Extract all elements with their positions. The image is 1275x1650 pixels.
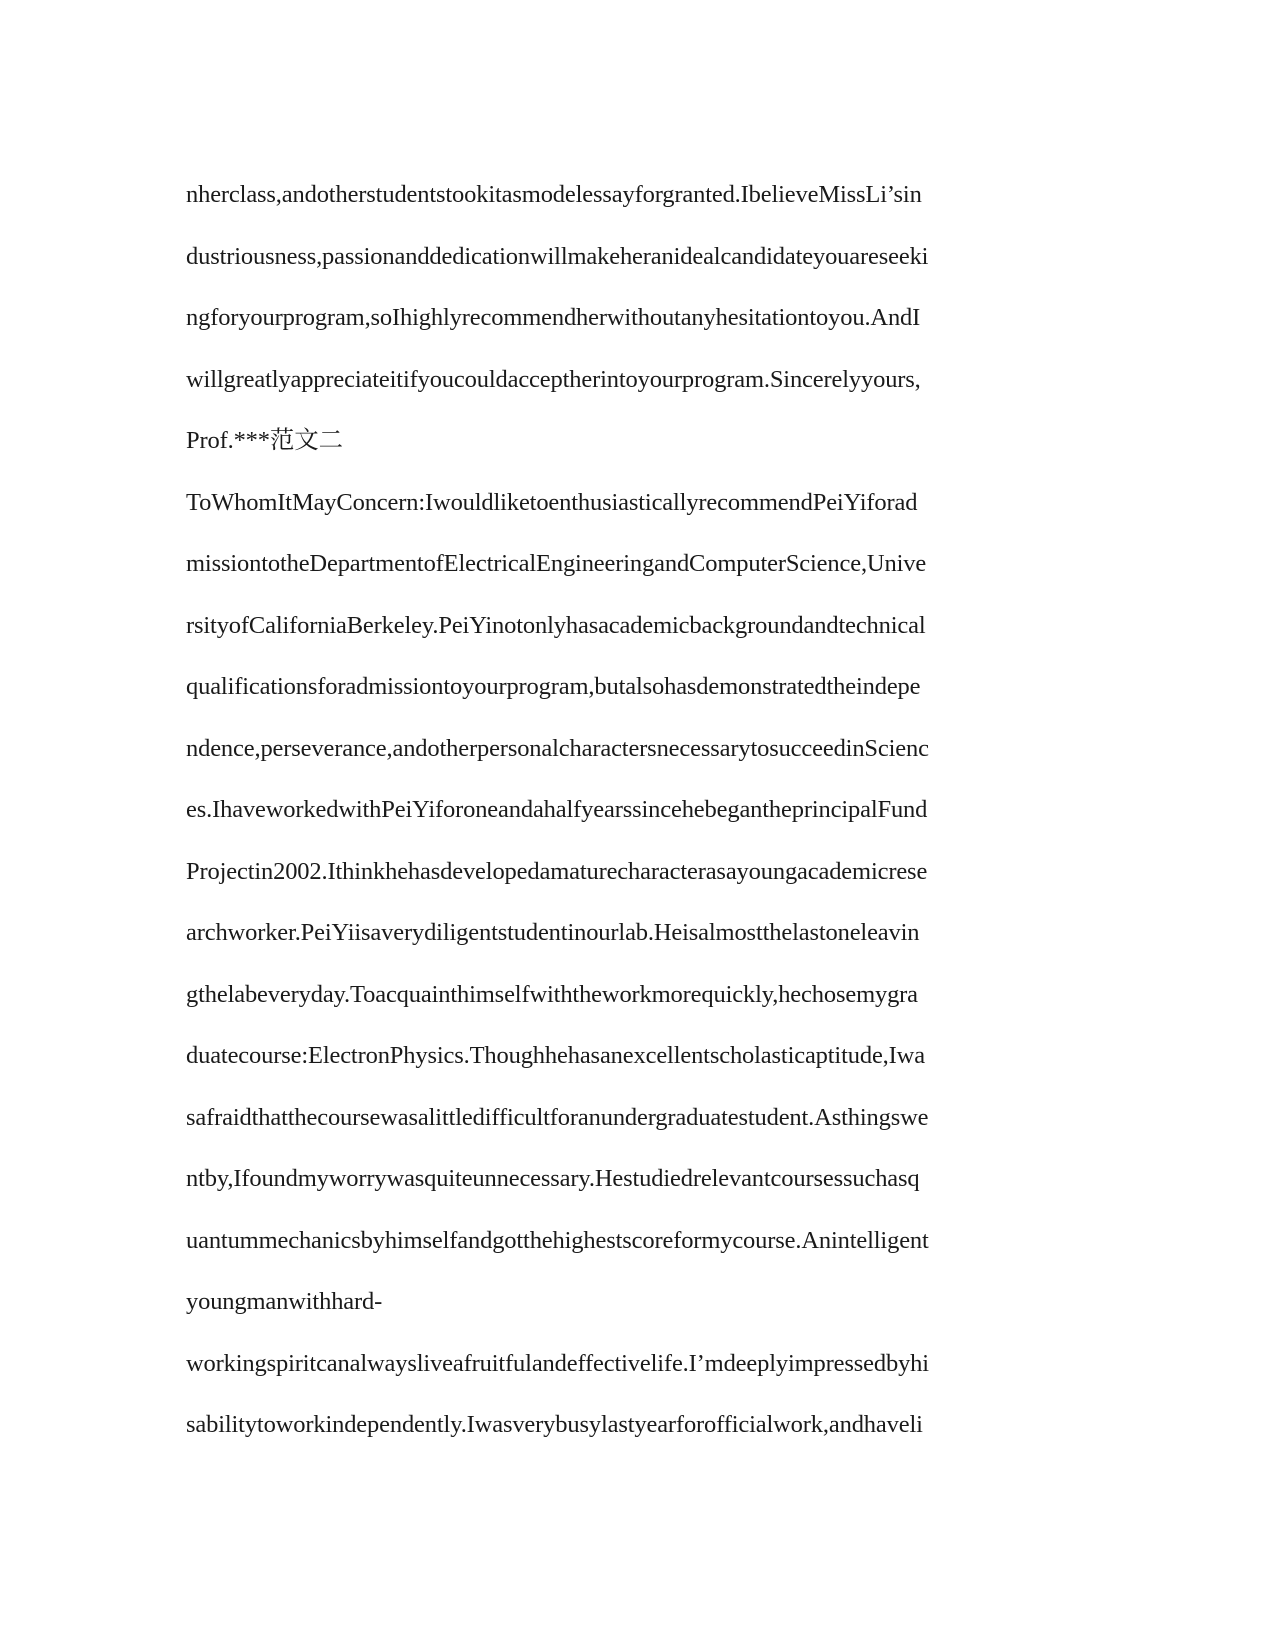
text-line: duatecourse:ElectronPhysics.Thoughhehasanexcellentscholasticaptitude,Iwa	[186, 1042, 925, 1069]
text-line: nherclass,andotherstudentstookitasmodelessayforgranted.IbelieveMissLi’sin	[186, 181, 922, 208]
text-line: qualificationsforadmissiontoyourprogram,butalsohasdemonstratedtheindepe	[186, 673, 921, 700]
text-line: archworker.PeiYiisaverydiligentstudentinourlab.Heisalmostthelastoneleavin	[186, 919, 920, 946]
text-line: youngmanwithhard-	[186, 1288, 383, 1315]
text-line: ToWhomItMayConcern:IwouldliketoenthusiasticallyrecommendPeiYiforad	[186, 488, 918, 516]
text-line: rsityofCaliforniaBerkeley.PeiYinotonlyhasacademicbackgroundandtechnical	[186, 611, 926, 639]
text-line: Projectin2002.Ithinkhehasdevelopedamaturecharacterasayoungacademicrese	[186, 857, 928, 885]
text-line: workingspiritcanalwaysliveafruitfulandeffectivelife.I’mdeeplyimpressedbyhi	[186, 1349, 929, 1377]
text-line: uantummechanicsbyhimselfandgotthehighestscoreformycourse.Anintelligent	[186, 1226, 929, 1254]
text-line: dustriousness,passionanddedicationwillmakeheranidealcandidateyouareseeki	[186, 242, 929, 270]
text-line: ngforyourprogram,soIhighlyrecommendherwithoutanyhesitationtoyou.AndI	[186, 304, 921, 331]
text-line: ndence,perseverance,andotherpersonalcharactersnecessarytosucceedinScienc	[186, 734, 929, 762]
letter-body	[186, 164, 1086, 1456]
text-line: gthelabeveryday.Toacquainthimselfwiththeworkmorequickly,hechosemygra	[186, 980, 918, 1008]
text-line: sabilitytoworkindependently.Iwasverybusylastyearforofficialwork,andhaveli	[186, 1411, 923, 1438]
text-line: Prof.***范文二	[186, 427, 343, 454]
text-line: safraidthatthecoursewasalittledifficultforanundergraduatestudent.Asthingswe	[186, 1103, 929, 1131]
text-line: ntby,Ifoundmyworrywasquiteunnecessary.Hestudiedrelevantcoursessuchasq	[186, 1165, 920, 1192]
text-line: willgreatlyappreciateitifyoucouldacceptherintoyourprogram.Sincerelyyours,	[186, 365, 921, 393]
text-line: missiontotheDepartmentofElectricalEngineeringandComputerScience,Unive	[186, 550, 927, 577]
text-line: es.IhaveworkedwithPeiYiforoneandahalfyearssincehebegantheprincipalFund	[186, 796, 928, 823]
